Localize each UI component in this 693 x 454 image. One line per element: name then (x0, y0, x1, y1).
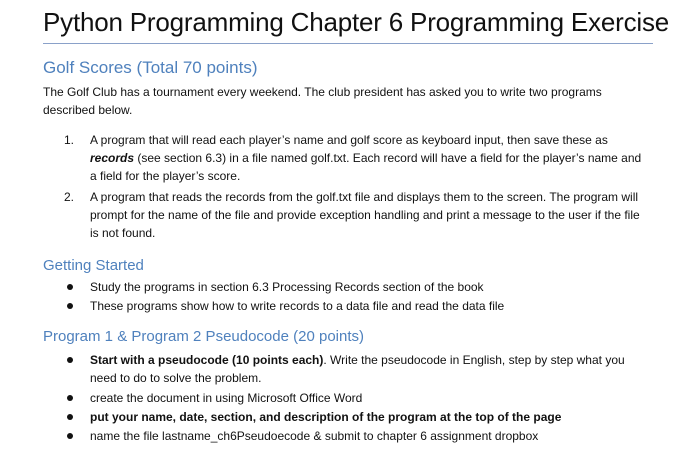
list-item-text: (see section 6.3) in a file named golf.txt. Each record will have a field for the player’s name and a field for the player’s score. (90, 151, 642, 183)
section-heading-pseudocode: Program 1 & Program 2 Pseudocode (20 points) (43, 328, 364, 345)
bullet-icon (67, 357, 73, 363)
bullet-icon (67, 395, 73, 401)
list-item: create the document in using Microsoft Office Word (90, 391, 363, 405)
title-underline (43, 43, 653, 44)
list-item-text: . Write the pseudocode in English, step by step what you need to do to solve the problem. (90, 353, 625, 385)
list-item-program-2: A program that reads the records from the golf.txt file and displays them to the screen. The program will prompt for the name of the file and provide exception handling and print a message to the user if the file is not found. (90, 190, 640, 240)
bold-text: Start with a pseudocode (10 points each) (90, 353, 324, 367)
bullet-icon (67, 414, 73, 420)
section-heading-getting-started: Getting Started (43, 257, 144, 274)
intro-paragraph: The Golf Club has a tournament every weekend. The club president has asked you to write two programs described below. (43, 85, 602, 117)
records-emphasis: records (90, 151, 135, 165)
section-heading-golf-scores: Golf Scores (Total 70 points) (43, 58, 258, 77)
bullet-icon (67, 284, 73, 290)
list-item (90, 351, 650, 387)
list-number-2: 2. (64, 190, 75, 204)
list-number-1: 1. (64, 133, 75, 147)
document-title: Python Programming Chapter 6 Programming Exercise (43, 7, 670, 37)
list-item-text: A program that will read each player’s name and golf score as keyboard input, then save these as (90, 133, 608, 147)
bullet-icon (67, 303, 73, 309)
list-item: These programs show how to write records to a data file and read the data file (90, 299, 505, 313)
list-item: put your name, date, section, and description of the program at the top of the page (90, 410, 562, 424)
list-item: Study the programs in section 6.3 Processing Records section of the book (90, 280, 484, 294)
bullet-icon (67, 433, 73, 439)
list-item: name the file lastname_ch6Pseudoecode & submit to chapter 6 assignment dropbox (90, 429, 539, 443)
list-item-program-1 (90, 131, 650, 185)
